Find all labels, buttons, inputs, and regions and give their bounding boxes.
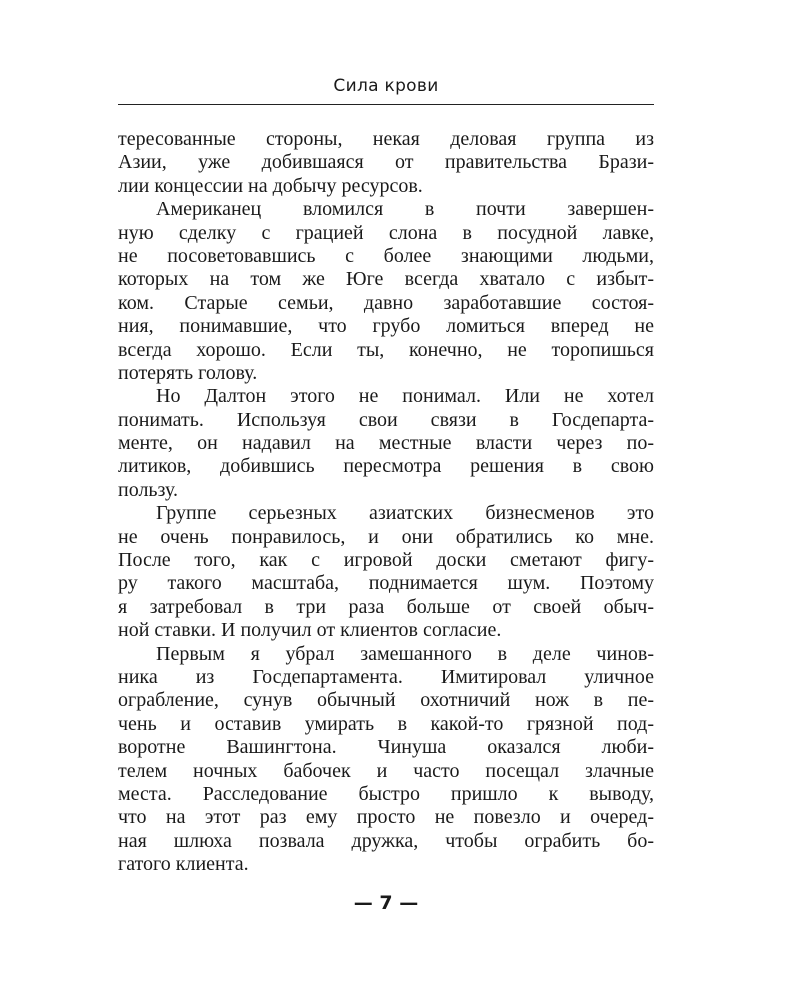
text-line: которых на том же Юге всегда хватало с избыт-: [118, 268, 654, 291]
running-head-title: Сила крови: [333, 76, 439, 96]
text-line: тересованные стороны, некая деловая группа из: [118, 128, 654, 150]
header-rule: [118, 104, 654, 105]
text-line: Но Далтон этого не понимал. Или не хотел: [156, 385, 654, 408]
text-line: не очень понравилось, и они обратились ко мне.: [118, 525, 654, 548]
text-line: всегда хорошо. Если ты, конечно, не торопишься: [118, 338, 654, 361]
text-line: лии концессии на добычу ресурсов.: [118, 174, 423, 197]
page-number: — 7 —: [353, 892, 419, 914]
text-line: ника из Госдепартамента. Имитировал уличное: [118, 665, 654, 688]
text-line: телем ночных бабочек и часто посещал злачные: [118, 759, 654, 782]
text-line: ния, понимавшие, что грубо ломиться вперед не: [118, 315, 654, 338]
text-line: ком. Старые семьи, давно заработавшие состоя-: [118, 291, 654, 314]
text-line: что на этот раз ему просто не повезло и очеред-: [118, 806, 654, 829]
body-text: [118, 128, 654, 877]
text-line: ную сделку с грацией слона в посудной лавке,: [118, 221, 654, 244]
text-line: Азии, уже добившаяся от правительства Брази-: [118, 151, 654, 174]
text-line: Первым я убрал замешанного в деле чинов-: [156, 642, 654, 665]
text-line: не посоветовавшись с более знающими людьми,: [118, 244, 654, 267]
text-line: литиков, добившись пересмотра решения в свою: [118, 455, 654, 478]
text-line: менте, он надавил на местные власти через по-: [118, 432, 654, 455]
text-line: пользу.: [118, 478, 179, 501]
text-line: чень и оставив умирать в какой-то грязной под-: [118, 712, 654, 735]
text-line: я затребовал в три раза больше от своей обыч-: [118, 595, 654, 618]
text-line: понимать. Используя свои связи в Госдепарта-: [118, 408, 654, 431]
text-line: потерять голову.: [118, 361, 258, 384]
text-line: гатого клиента.: [118, 853, 249, 876]
text-line: Американец вломился в почти завершен-: [156, 198, 654, 221]
text-line: ной ставки. И получил от клиентов согласие.: [118, 619, 502, 642]
text-line: ру такого масштаба, поднимается шум. Поэтому: [118, 572, 654, 595]
text-line: ная шлюха позвала дружка, чтобы ограбить бо-: [118, 829, 654, 852]
text-line: места. Расследование быстро пришло к выводу,: [118, 782, 654, 805]
text-line: Группе серьезных азиатских бизнесменов это: [156, 502, 654, 525]
text-line: После того, как с игровой доски сметают фигу-: [118, 549, 654, 572]
text-line: ограбление, сунув обычный охотничий нож в пе-: [118, 689, 654, 712]
text-line: воротне Вашингтона. Чинуша оказался люби-: [118, 736, 654, 759]
